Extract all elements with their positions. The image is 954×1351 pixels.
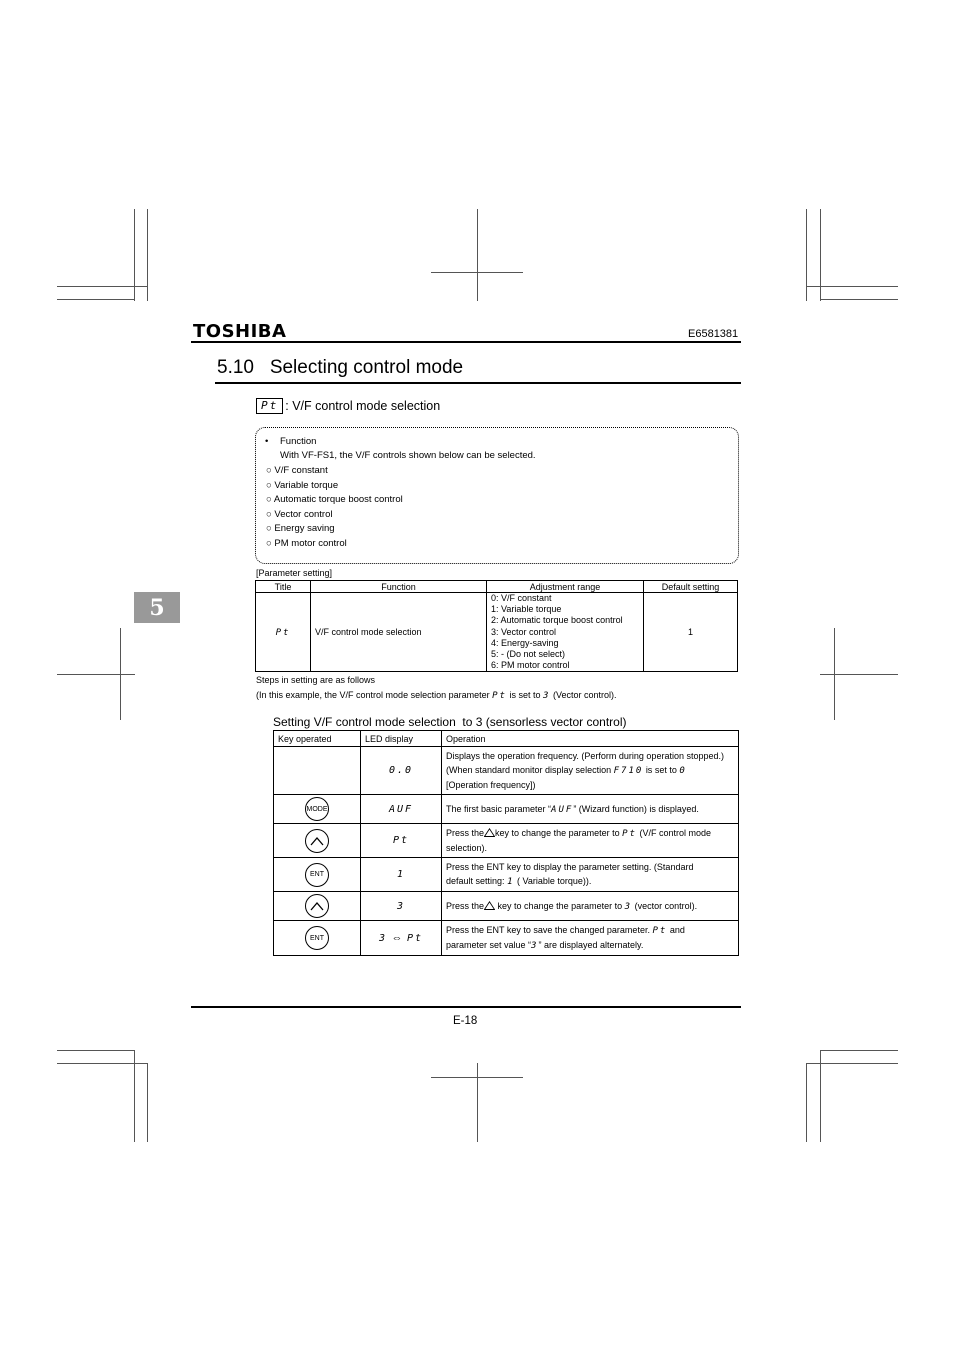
cell-default: 1 <box>644 593 738 672</box>
range-item: 2: Automatic torque boost control <box>491 615 623 626</box>
range-item: 4: Energy-saving <box>491 637 559 648</box>
key-cell <box>274 921 361 956</box>
op-text: [Operation frequency]) <box>446 780 536 790</box>
cell-title <box>256 593 311 672</box>
op-text: Press the key to change the parameter to Pt (V/F control mode <box>446 828 712 839</box>
list-item: ○ Vector control <box>266 508 333 520</box>
col-led: LED display <box>361 731 442 747</box>
op-cell: Press the key to change the parameter to 3 (vector control). <box>442 892 739 921</box>
key-cell <box>274 892 361 921</box>
doc-number: E6581381 <box>688 328 739 340</box>
chapter-number: 5 <box>149 594 165 621</box>
key-cell <box>274 858 361 892</box>
up-triangle-icon <box>484 828 495 837</box>
col-title: Title <box>256 581 311 593</box>
range-item: 0: V/F constant <box>491 593 552 603</box>
ops-table <box>273 730 739 956</box>
op-cell <box>442 858 739 892</box>
op-text: (When standard monitor display selection F710 is set to 0 <box>446 765 687 776</box>
range-item: 3: Vector control <box>491 626 557 637</box>
led-cell <box>361 921 442 956</box>
op-text: Press the ENT key to display the parameter setting. (Standard <box>446 862 694 872</box>
up-triangle-icon <box>484 901 495 910</box>
up-arrow-icon <box>310 901 324 911</box>
col-default: Default setting <box>644 581 738 593</box>
op-text: selection). <box>446 843 488 853</box>
cell-range <box>487 593 644 672</box>
param-code-box: Pt <box>256 398 283 414</box>
op-text: default setting: 1 ( Variable torque)). <box>446 876 592 887</box>
function-intro: With VF-FS1, the V/F controls shown below can be selected. <box>280 450 536 461</box>
col-op: Operation <box>442 731 739 747</box>
list-item: ○ PM motor control <box>266 537 347 549</box>
steps-text: (Vector control). <box>552 690 617 700</box>
param-setting-caption: [Parameter setting] <box>256 568 333 578</box>
key-cell <box>274 747 361 795</box>
key-cell <box>274 824 361 858</box>
op-cell: The first basic parameter “AUF” (Wizard function) is displayed. <box>442 795 739 824</box>
footer-rule <box>191 1006 741 1008</box>
param-heading <box>256 398 440 414</box>
op-text: Displays the operation frequency. (Perform during operation stopped.) <box>446 751 724 761</box>
alternate-icon: ⇔ <box>391 932 403 944</box>
brand-logo: TOSHIBA <box>193 321 287 342</box>
option-list <box>266 464 403 551</box>
ent-key-button[interactable]: ENT <box>305 926 329 950</box>
cell-function: V/F control mode selection <box>311 593 487 672</box>
led-display: AUF <box>388 803 414 815</box>
ent-key-button[interactable]: ENT <box>305 863 329 887</box>
op-text: parameter set value “3” are displayed alternately. <box>446 940 644 951</box>
range-item: 5: - (Do not select) <box>491 649 566 660</box>
section-title: 5.10 Selecting control mode <box>217 357 464 378</box>
op-cell <box>442 824 739 858</box>
table-row <box>274 795 739 824</box>
op-text: Press the ENT key to save the changed parameter. Pt and <box>446 925 685 936</box>
list-item: ○ Energy saving <box>266 523 335 534</box>
table-row <box>274 858 739 892</box>
table-row <box>274 892 739 921</box>
up-arrow-icon <box>310 836 324 846</box>
steps-text: (In this example, the V/F control mode selection parameter <box>256 690 490 700</box>
function-title: Function <box>280 436 317 447</box>
cell-title-code: Pt <box>275 627 291 638</box>
table-row <box>274 824 739 858</box>
table-row <box>274 747 739 795</box>
range-item: 6: PM motor control <box>491 660 570 671</box>
section-title-rule <box>215 382 741 384</box>
led-cell <box>361 824 442 858</box>
chapter-tab <box>134 592 180 623</box>
table-row <box>274 921 739 956</box>
list-item: ○ V/F constant <box>266 465 328 476</box>
param-setting-table <box>255 580 738 672</box>
led-display: Pt <box>392 835 410 846</box>
steps-text: is set to <box>509 690 541 700</box>
col-range: Adjustment range <box>487 581 644 593</box>
op-cell <box>442 921 739 956</box>
up-key-button[interactable] <box>305 894 329 918</box>
led-display: 3 <box>396 900 406 912</box>
steps-value: 3 <box>543 691 551 701</box>
function-box <box>255 427 739 564</box>
range-item: 1: Variable torque <box>491 604 562 615</box>
mode-key-button[interactable]: MODE <box>305 797 329 821</box>
col-function: Function <box>311 581 487 593</box>
led-cell <box>361 795 442 824</box>
led-display: 1 <box>396 869 406 880</box>
key-cell <box>274 795 361 824</box>
steps-line2 <box>256 690 616 701</box>
ops-heading: Setting V/F control mode selection to 3 (sensorless vector control) <box>273 715 627 729</box>
led-cell <box>361 747 442 795</box>
list-item: ○ Automatic torque boost control <box>266 494 403 505</box>
led-display: 3 <box>378 933 387 944</box>
led-display: Pt <box>407 933 424 944</box>
header-rule <box>191 341 741 343</box>
param-heading-label: : V/F control mode selection <box>285 399 441 413</box>
list-item: ○ Variable torque <box>266 479 339 491</box>
steps-line1: Steps in setting are as follows <box>256 675 376 685</box>
steps-code: Pt <box>492 691 507 701</box>
op-cell <box>442 747 739 795</box>
led-cell <box>361 858 442 892</box>
function-bullet: • <box>265 436 269 447</box>
up-key-button[interactable] <box>305 829 329 853</box>
col-key: Key operated <box>274 731 361 747</box>
led-display: 0.0 <box>388 765 414 776</box>
page-number: E-18 <box>453 1015 478 1027</box>
led-cell <box>361 892 442 921</box>
